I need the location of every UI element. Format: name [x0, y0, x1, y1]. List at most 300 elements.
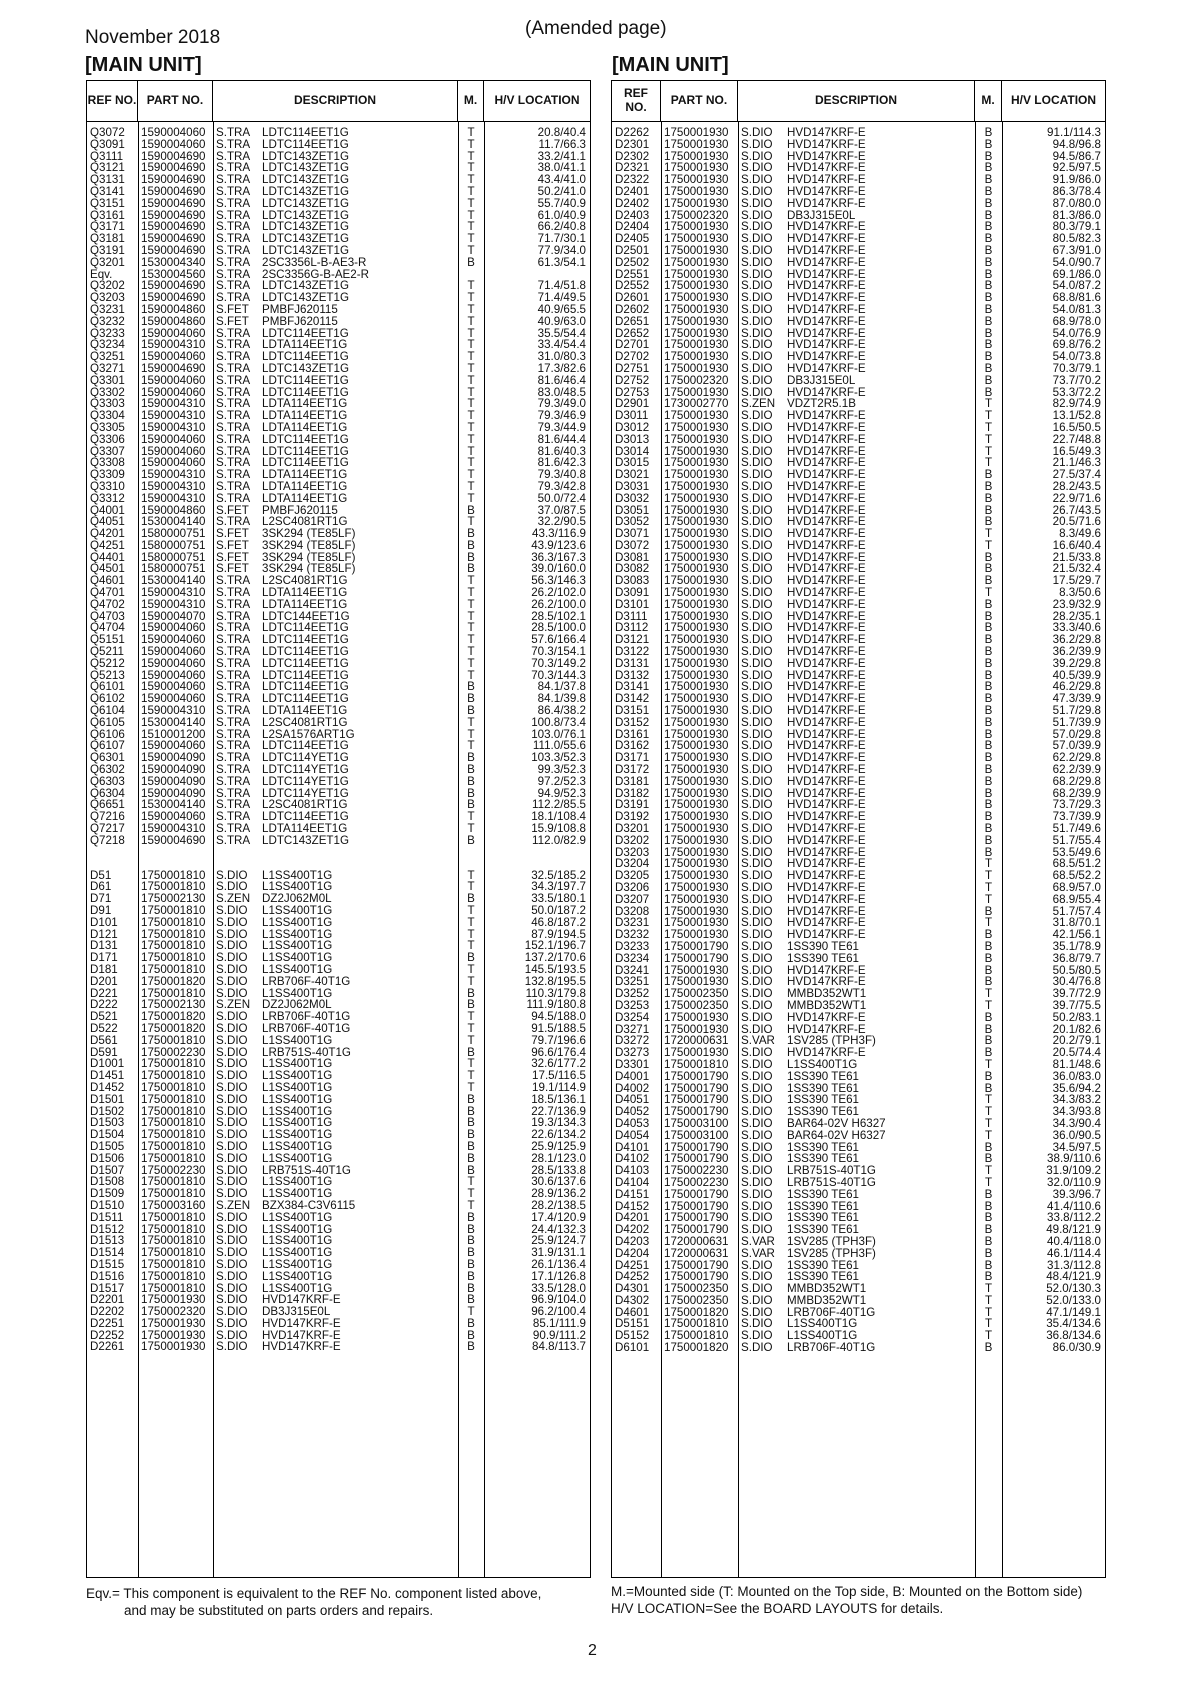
mounted-side-cell: B	[984, 127, 993, 139]
table-row	[87, 646, 590, 658]
part-no-cell: 1590004060	[141, 811, 206, 824]
type-cell: S.DIO	[216, 1211, 248, 1224]
table-row	[87, 1023, 590, 1035]
description-cell: BZX384-C3V6115	[262, 1199, 356, 1212]
type-cell: S.TRA	[216, 410, 251, 422]
table-row	[87, 1058, 590, 1070]
part-no-cell: 1750001930	[664, 598, 729, 611]
table-row	[612, 1024, 1105, 1036]
location-cell: 57.6/166.4	[531, 634, 586, 647]
part-no-cell: 1750001820	[141, 1011, 206, 1023]
mounted-side-cell: T	[984, 421, 993, 434]
col-ref-header: REF NO.	[612, 81, 661, 121]
ref-cell: Q5211	[90, 646, 124, 658]
description-cell: LDTC114EET1G	[262, 622, 349, 635]
mounted-side-cell: B	[467, 1341, 475, 1354]
description-cell: HVD147KRF-E	[787, 528, 866, 540]
table-row	[87, 764, 590, 776]
ref-cell: D51	[90, 869, 112, 882]
mounted-side-cell: T	[467, 916, 475, 929]
mounted-side-cell: B	[984, 728, 993, 741]
mounted-side-cell: B	[984, 964, 993, 977]
description-cell: L1SS400T1G	[262, 1235, 333, 1248]
location-cell: 8.3/49.6	[1059, 528, 1101, 540]
location-cell: 39.7/75.5	[1052, 999, 1101, 1012]
ref-cell: D4203	[615, 1235, 650, 1248]
ref-cell: D1511	[90, 1211, 124, 1224]
table-row	[87, 893, 590, 905]
part-no-cell: 1580000751	[141, 563, 206, 576]
ref-cell: D3051	[615, 504, 650, 517]
ref-cell: D4151	[615, 1188, 650, 1201]
table-row	[612, 1106, 1105, 1118]
part-no-cell: 1590004860	[141, 504, 206, 517]
table-row	[612, 398, 1105, 410]
location-cell: 26.7/43.5	[1052, 504, 1101, 517]
location-cell: 81.6/42.3	[537, 457, 586, 470]
location-cell: 25.9/124.7	[531, 1235, 586, 1248]
table-row	[612, 552, 1105, 564]
part-no-cell: 1530004140	[141, 516, 206, 529]
mounted-side-cell: B	[467, 1093, 475, 1106]
description-cell: LRB706F-40T1G	[787, 1306, 876, 1319]
description-cell: HVD147KRF-E	[787, 610, 866, 623]
part-no-cell: 1750002230	[141, 1164, 206, 1177]
table-row	[612, 599, 1105, 611]
ref-cell: D3182	[615, 787, 650, 800]
mounted-side-cell: T	[984, 1330, 993, 1343]
ref-cell: D2405	[615, 233, 650, 245]
ref-cell: D521	[90, 1011, 118, 1023]
ref-cell: D2301	[615, 138, 650, 151]
type-cell: S.DIO	[741, 209, 773, 222]
description-cell: HVD147KRF-E	[787, 327, 866, 340]
type-cell: S.DIO	[216, 1247, 248, 1259]
table-row	[612, 505, 1105, 517]
ref-cell: Q3310	[90, 480, 125, 493]
mounted-side-cell: T	[467, 575, 475, 588]
location-cell: 86.3/78.4	[1052, 185, 1101, 198]
description-cell: MMBD352WT1	[787, 999, 867, 1012]
ref-cell: D2752	[615, 374, 650, 387]
mounted-side-cell: T	[984, 1283, 993, 1295]
location-cell: 31.0/80.3	[537, 351, 586, 363]
mounted-side-cell: T	[467, 634, 475, 647]
table-row	[87, 210, 590, 222]
part-no-cell: 1590004690	[141, 185, 206, 198]
type-cell: S.TRA	[216, 634, 251, 647]
mounted-side-cell: T	[984, 1117, 993, 1130]
description-cell: LDTC143ZET1G	[262, 292, 349, 304]
location-cell: 84.1/39.8	[537, 693, 586, 706]
mounted-side-cell: B	[467, 1282, 475, 1295]
location-cell: 21.5/33.8	[1052, 551, 1101, 564]
table-row	[87, 670, 590, 682]
mounted-side-cell: T	[467, 1011, 475, 1023]
mounted-side-cell: T	[467, 598, 475, 611]
mounted-side-cell: B	[984, 327, 993, 340]
ref-cell: D3272	[615, 1035, 650, 1048]
table-row	[87, 174, 590, 186]
mounted-side-cell: T	[467, 869, 475, 882]
ref-cell: D3131	[615, 657, 650, 670]
location-cell: 33.5/180.1	[531, 893, 586, 905]
description-cell: L1SS400T1G	[262, 987, 333, 1000]
location-cell: 77.9/34.0	[537, 244, 586, 257]
table-row	[87, 516, 590, 528]
location-cell: 145.5/193.5	[524, 963, 586, 976]
location-cell: 35.1/78.9	[1052, 940, 1101, 953]
type-cell: S.DIO	[216, 1341, 248, 1354]
mounted-side-cell: B	[984, 1082, 993, 1095]
description-cell: L1SS400T1G	[262, 1093, 333, 1106]
ref-cell: D3231	[615, 917, 650, 930]
ref-cell: Q3303	[90, 398, 125, 411]
table-row	[87, 1176, 590, 1188]
part-no-cell: 1750001810	[141, 1093, 206, 1106]
type-cell: S.DIO	[741, 740, 773, 753]
ref-cell: D3252	[615, 988, 650, 1000]
mounted-side-cell: B	[984, 1035, 993, 1048]
ref-cell: Q6107	[90, 740, 125, 753]
description-cell: DB3J315E0L	[262, 1306, 331, 1318]
part-no-cell: 1590004060	[141, 634, 206, 647]
part-no-cell: 1590004060	[141, 681, 206, 694]
location-cell: 81.1/48.6	[1052, 1058, 1101, 1071]
part-no-cell: 1590004060	[141, 374, 206, 387]
table-row	[87, 917, 590, 929]
table-row	[612, 1189, 1105, 1201]
table-row	[87, 1129, 590, 1141]
location-cell: 48.4/121.9	[1046, 1271, 1101, 1284]
location-cell: 54.0/87.2	[1052, 280, 1101, 293]
mounted-side-cell: B	[984, 1200, 993, 1213]
type-cell: S.TRA	[216, 587, 251, 599]
location-cell: 20.8/40.4	[537, 127, 586, 139]
type-cell: S.DIO	[741, 457, 773, 470]
table-row	[87, 292, 590, 304]
mounted-side-cell: B	[984, 374, 993, 387]
description-cell: HVD147KRF-E	[787, 362, 866, 375]
location-cell: 50.2/41.0	[537, 185, 586, 198]
table-row	[612, 670, 1105, 682]
type-cell: S.TRA	[216, 280, 251, 293]
description-cell: L1SS400T1G	[262, 1152, 333, 1165]
table-row	[612, 493, 1105, 505]
part-no-cell: 1750001810	[141, 1081, 206, 1094]
description-cell: HVD147KRF-E	[787, 834, 866, 847]
description-cell: 1SS390 TE61	[787, 1082, 859, 1095]
part-no-cell: 1750002350	[664, 1283, 729, 1295]
table-row	[87, 1047, 590, 1059]
ref-cell: Q3203	[90, 292, 125, 304]
location-cell: 55.7/40.9	[537, 197, 586, 210]
part-no-cell: 1750001930	[664, 221, 729, 234]
type-cell: S.TRA	[216, 209, 251, 222]
part-no-cell: 1750001790	[664, 1259, 729, 1272]
description-cell: PMBFJ620115	[262, 504, 338, 517]
rows-right	[612, 127, 1105, 1354]
location-cell: 73.7/70.2	[1052, 374, 1101, 387]
mounted-side-cell: B	[467, 1046, 475, 1059]
table-row	[87, 398, 590, 410]
table-row	[612, 363, 1105, 375]
part-no-cell: 1750001930	[664, 646, 729, 658]
description-cell: PMBFJ620115	[262, 315, 338, 328]
description-cell: HVD147KRF-E	[787, 846, 866, 859]
table-row	[612, 811, 1105, 823]
mounted-side-cell: B	[984, 563, 993, 576]
mounted-side-cell: B	[984, 787, 993, 800]
location-cell: 53.5/49.6	[1052, 846, 1101, 859]
type-cell: S.TRA	[216, 575, 251, 588]
mounted-side-cell: T	[984, 587, 993, 599]
table-row	[612, 575, 1105, 587]
description-cell: L1SS400T1G	[787, 1318, 858, 1331]
location-cell: 33.4/54.4	[537, 339, 586, 352]
table-row	[87, 316, 590, 328]
location-cell: 20.5/71.6	[1052, 516, 1101, 529]
table-row	[87, 434, 590, 446]
description-cell: HVD147KRF-E	[787, 539, 866, 552]
type-cell: S.DIO	[741, 823, 773, 835]
part-no-cell: 1590004060	[141, 669, 206, 682]
mounted-side-cell: T	[467, 244, 475, 257]
table-row	[87, 528, 590, 540]
type-cell: S.DIO	[741, 362, 773, 375]
location-cell: 50.0/187.2	[531, 905, 586, 917]
location-cell: 94.8/96.8	[1052, 138, 1101, 151]
location-cell: 34.3/83.2	[1052, 1094, 1101, 1107]
description-cell: L1SS400T1G	[262, 1117, 333, 1130]
part-no-cell: 1590004310	[141, 598, 206, 611]
ref-cell: D1504	[90, 1129, 125, 1141]
table-row	[612, 764, 1105, 776]
col-m-header: M.	[458, 81, 484, 121]
table-row	[612, 1283, 1105, 1295]
ref-cell: Q3171	[90, 221, 125, 234]
mounted-side-cell: B	[984, 634, 993, 647]
type-cell: S.TRA	[216, 681, 251, 694]
ref-cell: D3013	[615, 433, 650, 446]
location-cell: 94.5/188.0	[531, 1011, 586, 1023]
table-row	[612, 1000, 1105, 1012]
table-row	[612, 257, 1105, 269]
part-no-cell: 1750001930	[664, 339, 729, 352]
table-row	[612, 1071, 1105, 1083]
type-cell: S.DIO	[741, 764, 773, 776]
part-no-cell: 1750001810	[664, 1058, 729, 1071]
location-cell: 56.3/146.3	[531, 575, 586, 588]
table-row	[612, 269, 1105, 281]
type-cell: S.DIO	[741, 315, 773, 328]
type-cell: S.TRA	[216, 268, 251, 281]
mounted-side-cell: T	[984, 1294, 993, 1307]
mounted-side-cell: T	[984, 988, 993, 1000]
mounted-side-cell: T	[467, 221, 475, 234]
type-cell: S.DIO	[741, 1106, 773, 1118]
description-cell: L1SS400T1G	[262, 1129, 333, 1141]
mounted-side-cell: B	[467, 563, 475, 576]
type-cell: S.DIO	[741, 1318, 773, 1331]
part-no-cell: 1590004060	[141, 740, 206, 753]
part-no-cell: 1750001930	[664, 610, 729, 623]
ref-cell: Q3251	[90, 351, 125, 363]
table-row	[87, 422, 590, 434]
mounted-side-cell: T	[467, 716, 475, 729]
location-cell: 33.5/128.0	[531, 1282, 586, 1295]
type-cell: S.DIO	[741, 799, 773, 812]
table-row	[612, 516, 1105, 528]
description-cell: LDTC143ZET1G	[262, 244, 349, 257]
ref-cell: D3141	[615, 681, 650, 694]
ref-cell: D3206	[615, 882, 650, 894]
location-cell: 46.8/187.2	[531, 916, 586, 929]
ref-cell: D3132	[615, 669, 650, 682]
mounted-side-cell: B	[467, 987, 475, 1000]
part-no-cell: 1750002230	[664, 1165, 729, 1177]
ref-cell: D3015	[615, 457, 650, 470]
location-cell: 17.4/120.9	[531, 1211, 586, 1224]
page-number: 2	[588, 1642, 597, 1659]
description-cell: 2SC3356G-B-AE2-R	[262, 268, 369, 281]
ref-cell: D3192	[615, 811, 650, 824]
part-no-cell: 1750001930	[664, 327, 729, 340]
part-no-cell: 1750001810	[141, 1176, 206, 1189]
table-row	[612, 280, 1105, 292]
location-cell: 71.4/49.5	[537, 292, 586, 304]
part-no-cell: 1750001810	[141, 1117, 206, 1130]
mounted-side-cell: B	[467, 752, 475, 765]
type-cell: S.TRA	[216, 244, 251, 257]
location-cell: 68.5/52.2	[1052, 870, 1101, 882]
part-no-cell: 1590004060	[141, 646, 206, 658]
description-cell: HVD147KRF-E	[787, 728, 866, 741]
type-cell: S.DIO	[216, 1223, 248, 1236]
mounted-side-cell: B	[984, 940, 993, 953]
ref-cell: Q3308	[90, 457, 125, 470]
description-cell: HVD147KRF-E	[787, 197, 866, 210]
part-no-cell: 1750001930	[664, 669, 729, 682]
ref-cell: D3271	[615, 1023, 650, 1036]
type-cell: S.DIO	[741, 551, 773, 564]
col-description-header: DESCRIPTION	[213, 81, 458, 121]
type-cell: S.DIO	[741, 929, 773, 941]
type-cell: S.TRA	[216, 598, 251, 611]
table-row	[612, 870, 1105, 882]
table-row	[87, 870, 590, 882]
table-row	[612, 1059, 1105, 1071]
table-row	[612, 681, 1105, 693]
type-cell: S.DIO	[216, 1058, 248, 1071]
type-cell: S.DIO	[741, 952, 773, 965]
part-no-cell: 1750001930	[664, 681, 729, 694]
mounted-side-cell: T	[467, 185, 475, 198]
table-row	[87, 658, 590, 670]
location-cell: 67.3/91.0	[1052, 244, 1101, 257]
table-row	[612, 457, 1105, 469]
mounted-side-cell: T	[467, 445, 475, 458]
location-cell: 27.5/37.4	[1052, 469, 1101, 481]
mounted-side-cell: T	[467, 928, 475, 941]
table-row	[612, 1047, 1105, 1059]
location-cell: 43.9/123.6	[531, 539, 586, 552]
ref-cell: D3162	[615, 740, 650, 753]
table-row	[87, 988, 590, 1000]
table-row	[87, 1035, 590, 1047]
part-no-cell: 1750001930	[664, 280, 729, 293]
mounted-side-cell: B	[467, 551, 475, 564]
part-no-cell: 1750001930	[664, 1011, 729, 1024]
mounted-side-cell: B	[984, 693, 993, 706]
description-cell: HVD147KRF-E	[787, 858, 866, 871]
type-cell: S.DIO	[741, 693, 773, 706]
mounted-side-cell: T	[467, 315, 475, 328]
location-cell: 39.0/160.0	[531, 563, 586, 576]
ref-cell: Q4601	[90, 575, 125, 588]
part-no-cell: 1590004090	[141, 775, 206, 788]
ref-cell: Q3121	[90, 162, 125, 175]
ref-cell: Q3111	[90, 150, 124, 163]
part-no-cell: 1750001820	[664, 1342, 729, 1354]
table-row	[612, 316, 1105, 328]
mounted-side-cell: B	[467, 999, 475, 1012]
location-cell	[484, 847, 590, 870]
type-cell: S.TRA	[216, 185, 251, 198]
mounted-side-cell: B	[467, 775, 475, 788]
table-row	[612, 410, 1105, 422]
location-cell: 35.5/54.4	[537, 327, 586, 340]
type-cell: S.TRA	[216, 339, 251, 352]
description-cell: HVD147KRF-E	[262, 1317, 341, 1330]
type-cell: S.TRA	[216, 327, 251, 340]
ref-cell: Q6303	[90, 775, 125, 788]
ref-cell: D4102	[615, 1153, 650, 1166]
table-row	[87, 681, 590, 693]
table-row	[612, 1165, 1105, 1177]
part-no-cell: 1750001930	[664, 917, 729, 930]
type-cell: S.DIO	[216, 928, 248, 941]
table-row	[612, 988, 1105, 1000]
type-cell: S.TRA	[216, 256, 251, 269]
part-no-cell: 1590004060	[141, 693, 206, 706]
type-cell: S.DIO	[741, 280, 773, 293]
part-no-cell: 1750001810	[141, 1070, 206, 1082]
location-cell: 42.1/56.1	[1052, 929, 1101, 941]
table-row	[87, 752, 590, 764]
table-row	[87, 705, 590, 717]
col-description-header: DESCRIPTION	[738, 81, 975, 121]
type-cell: S.DIO	[216, 1105, 248, 1118]
mounted-side-cell: B	[467, 1247, 475, 1259]
ref-cell: D1515	[90, 1258, 125, 1271]
mounted-side-cell: T	[467, 197, 475, 210]
type-cell: S.DIO	[741, 1047, 773, 1059]
location-cell: 19.3/134.3	[531, 1117, 586, 1130]
description-cell: LDTC143ZET1G	[262, 280, 349, 293]
table-row	[612, 587, 1105, 599]
ref-cell: D4103	[615, 1165, 650, 1177]
part-no-cell: 1750001930	[664, 1023, 729, 1036]
mounted-side-cell: T	[467, 1306, 475, 1318]
table-row	[87, 139, 590, 151]
type-cell: S.TRA	[216, 823, 251, 835]
table-row	[612, 1153, 1105, 1165]
table-row	[612, 469, 1105, 481]
mounted-side-cell: T	[467, 351, 475, 363]
location-cell: 15.9/108.8	[531, 823, 586, 835]
part-no-cell: 1590004060	[141, 433, 206, 446]
